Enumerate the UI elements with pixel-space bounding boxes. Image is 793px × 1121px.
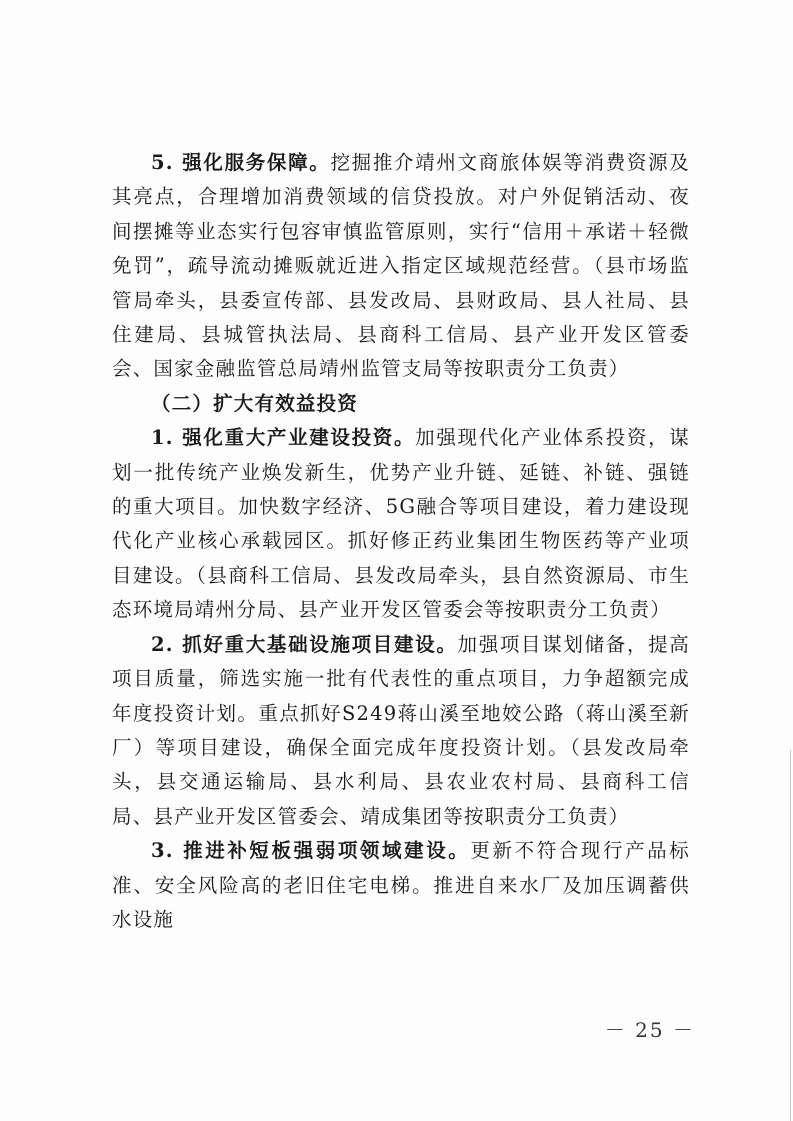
paragraph-body: 加强项目谋划储备，提高项目质量，筛选实施一批有代表性的重点项目，力争超额完成年度投资计划。重点抓好S249蒋山溪至地姣公路（蒋山溪至新厂）等项目建设，确保全面完成年度投资计划。（县发改局牵头，县交通运输局、县水利局、县农业农村局、县商科工信局、县产业开发区管委会、靖成集团等按职责分工负责）	[112, 632, 690, 828]
paragraph-infrastructure	[112, 628, 690, 834]
section-heading: （二）扩大有效益投资	[151, 391, 359, 415]
paragraph-industry-investment	[112, 421, 690, 627]
paragraph-service-guarantee	[112, 146, 690, 387]
paragraph-weak-areas	[112, 834, 690, 937]
scan-edge-divider	[790, 750, 791, 1121]
paragraph-body: 更新不符合现行产品标准、安全风险高的老旧住宅电梯。推进自来水厂及加压调蓄供水设施	[112, 839, 690, 931]
paragraph-body: 加强现代化产业体系投资，谋划一批传统产业焕发新生，优势产业升链、延链、补链、强链的重大项目。加快数字经济、5G融合等项目建设，着力建设现代化产业核心承载园区。抓好修正药业集团生物医药等产业项目建设。（县商科工信局、县发改局牵头，县自然资源局、市生态环境局靖州分局、县产业开发区管委会等按职责分工负责）	[112, 426, 690, 622]
paragraph-lead: 1. 强化重大产业建设投资。	[151, 426, 416, 450]
page-number: － 25 －	[604, 1018, 695, 1042]
body-text	[112, 146, 690, 937]
paragraph-lead: 5. 强化服务保障。	[151, 151, 331, 174]
paragraph-lead: 3. 推进补短板强弱项领域建设。	[151, 839, 471, 863]
paragraph-lead: 2. 抓好重大基础设施项目建设。	[151, 632, 458, 656]
paragraph-body: 挖掘推介靖州文商旅体娱等消费资源及其亮点，合理增加消费领域的信贷投放。对户外促销活动、夜间摆摊等业态实行包容审慎监管原则，实行“信用＋承诺＋轻微免罚”，疏导流动摊贩就近进入指定区域规范经营。（县市场监管局牵头，县委宣传部、县发改局、县财政局、县人社局、县住建局、县城管执法局、县商科工信局、县产业开发区管委会、国家金融监管总局靖州监管支局等按职责分工负责）	[112, 151, 690, 381]
